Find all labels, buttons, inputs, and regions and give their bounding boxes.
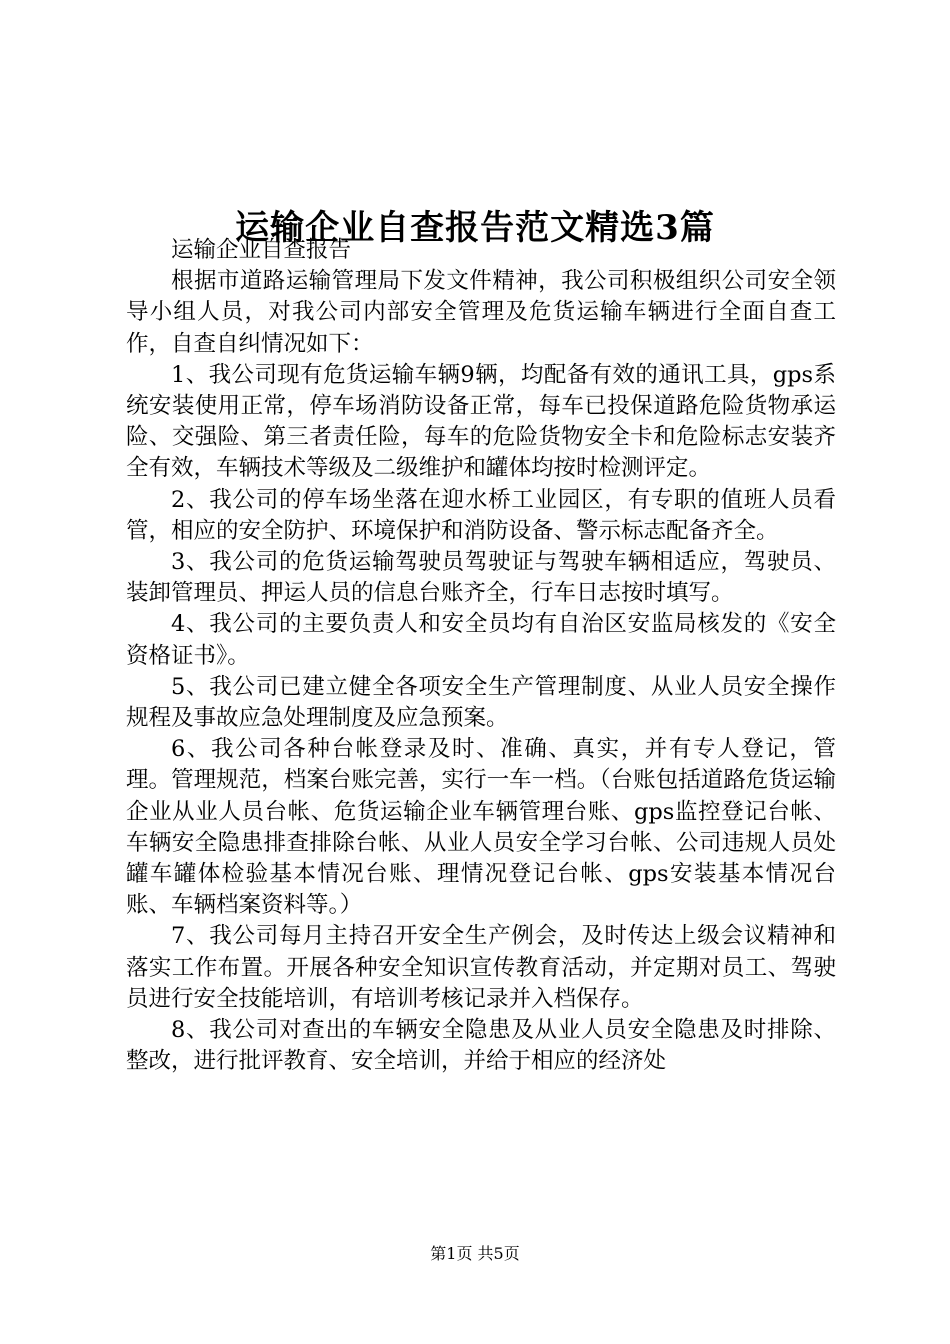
document-body [126, 235, 836, 1077]
paragraph-5: 5、我公司已建立健全各项安全生产管理制度、从业人员安全操作规程及事故应急处理制度及应急预案。 [126, 673, 836, 732]
paragraph-4: 4、我公司的主要负责人和安全员均有自治区安监局核发的《安全资格证书》。 [126, 611, 836, 669]
paragraph-8: 8、我公司对查出的车辆安全隐患及从业人员安全隐患及时排除、整改，进行批评教育、安全培训，并给于相应的经济处 [126, 1017, 836, 1075]
document-title: 运输企业自查报告范文精选3篇 [235, 207, 715, 248]
paragraph-intro: 根据市道路运输管理局下发文件精神，我公司积极组织公司安全领导小组人员，对我公司内部安全管理及危货运输车辆进行全面自查工作，自查自纠情况如下： [126, 268, 836, 357]
paragraph-7: 7、我公司每月主持召开安全生产例会，及时传达上级会议精神和落实工作布置。开展各种安全知识宣传教育活动，并定期对员工、驾驶员进行安全技能培训，有培训考核记录并入档保存。 [126, 923, 836, 1012]
paragraph-1: 1、我公司现有危货运输车辆9辆，均配备有效的通讯工具，gps系统安装使用正常，停车场消防设备正常，每车已投保道路危险货物承运险、交强险、第三者责任险，每车的危险货物安全卡和危险标志安装齐全有效，车辆技术等级及二级维护和罐体均按时检测评定。 [126, 361, 836, 482]
page-footer: 第1页 共5页 [430, 1244, 520, 1263]
paragraph-3: 3、我公司的危货运输驾驶员驾驶证与驾驶车辆相适应，驾驶员、装卸管理员、押运人员的信息台账齐全，行车日志按时填写。 [126, 549, 836, 607]
document-subtitle: 运输企业自查报告 [171, 237, 352, 263]
paragraph-6: 6、我公司各种台帐登录及时、准确、真实，并有专人登记，管理。管理规范，档案台账完善，实行一车一档。（台账包括道路危货运输企业从业人员台帐、危货运输企业车辆管理台账、gps监控登记台帐、车辆安全隐患排查排除台帐、从业人员安全学习台帐、公司违规人员处罐车罐体检验基本情况台账、理情况登记台帐、gps安装基本情况台账、车辆档案资料等。） [126, 736, 836, 919]
paragraph-2: 2、我公司的停车场坐落在迎水桥工业园区，有专职的值班人员看管，相应的安全防护、环境保护和消防设备、警示标志配备齐全。 [126, 486, 836, 544]
